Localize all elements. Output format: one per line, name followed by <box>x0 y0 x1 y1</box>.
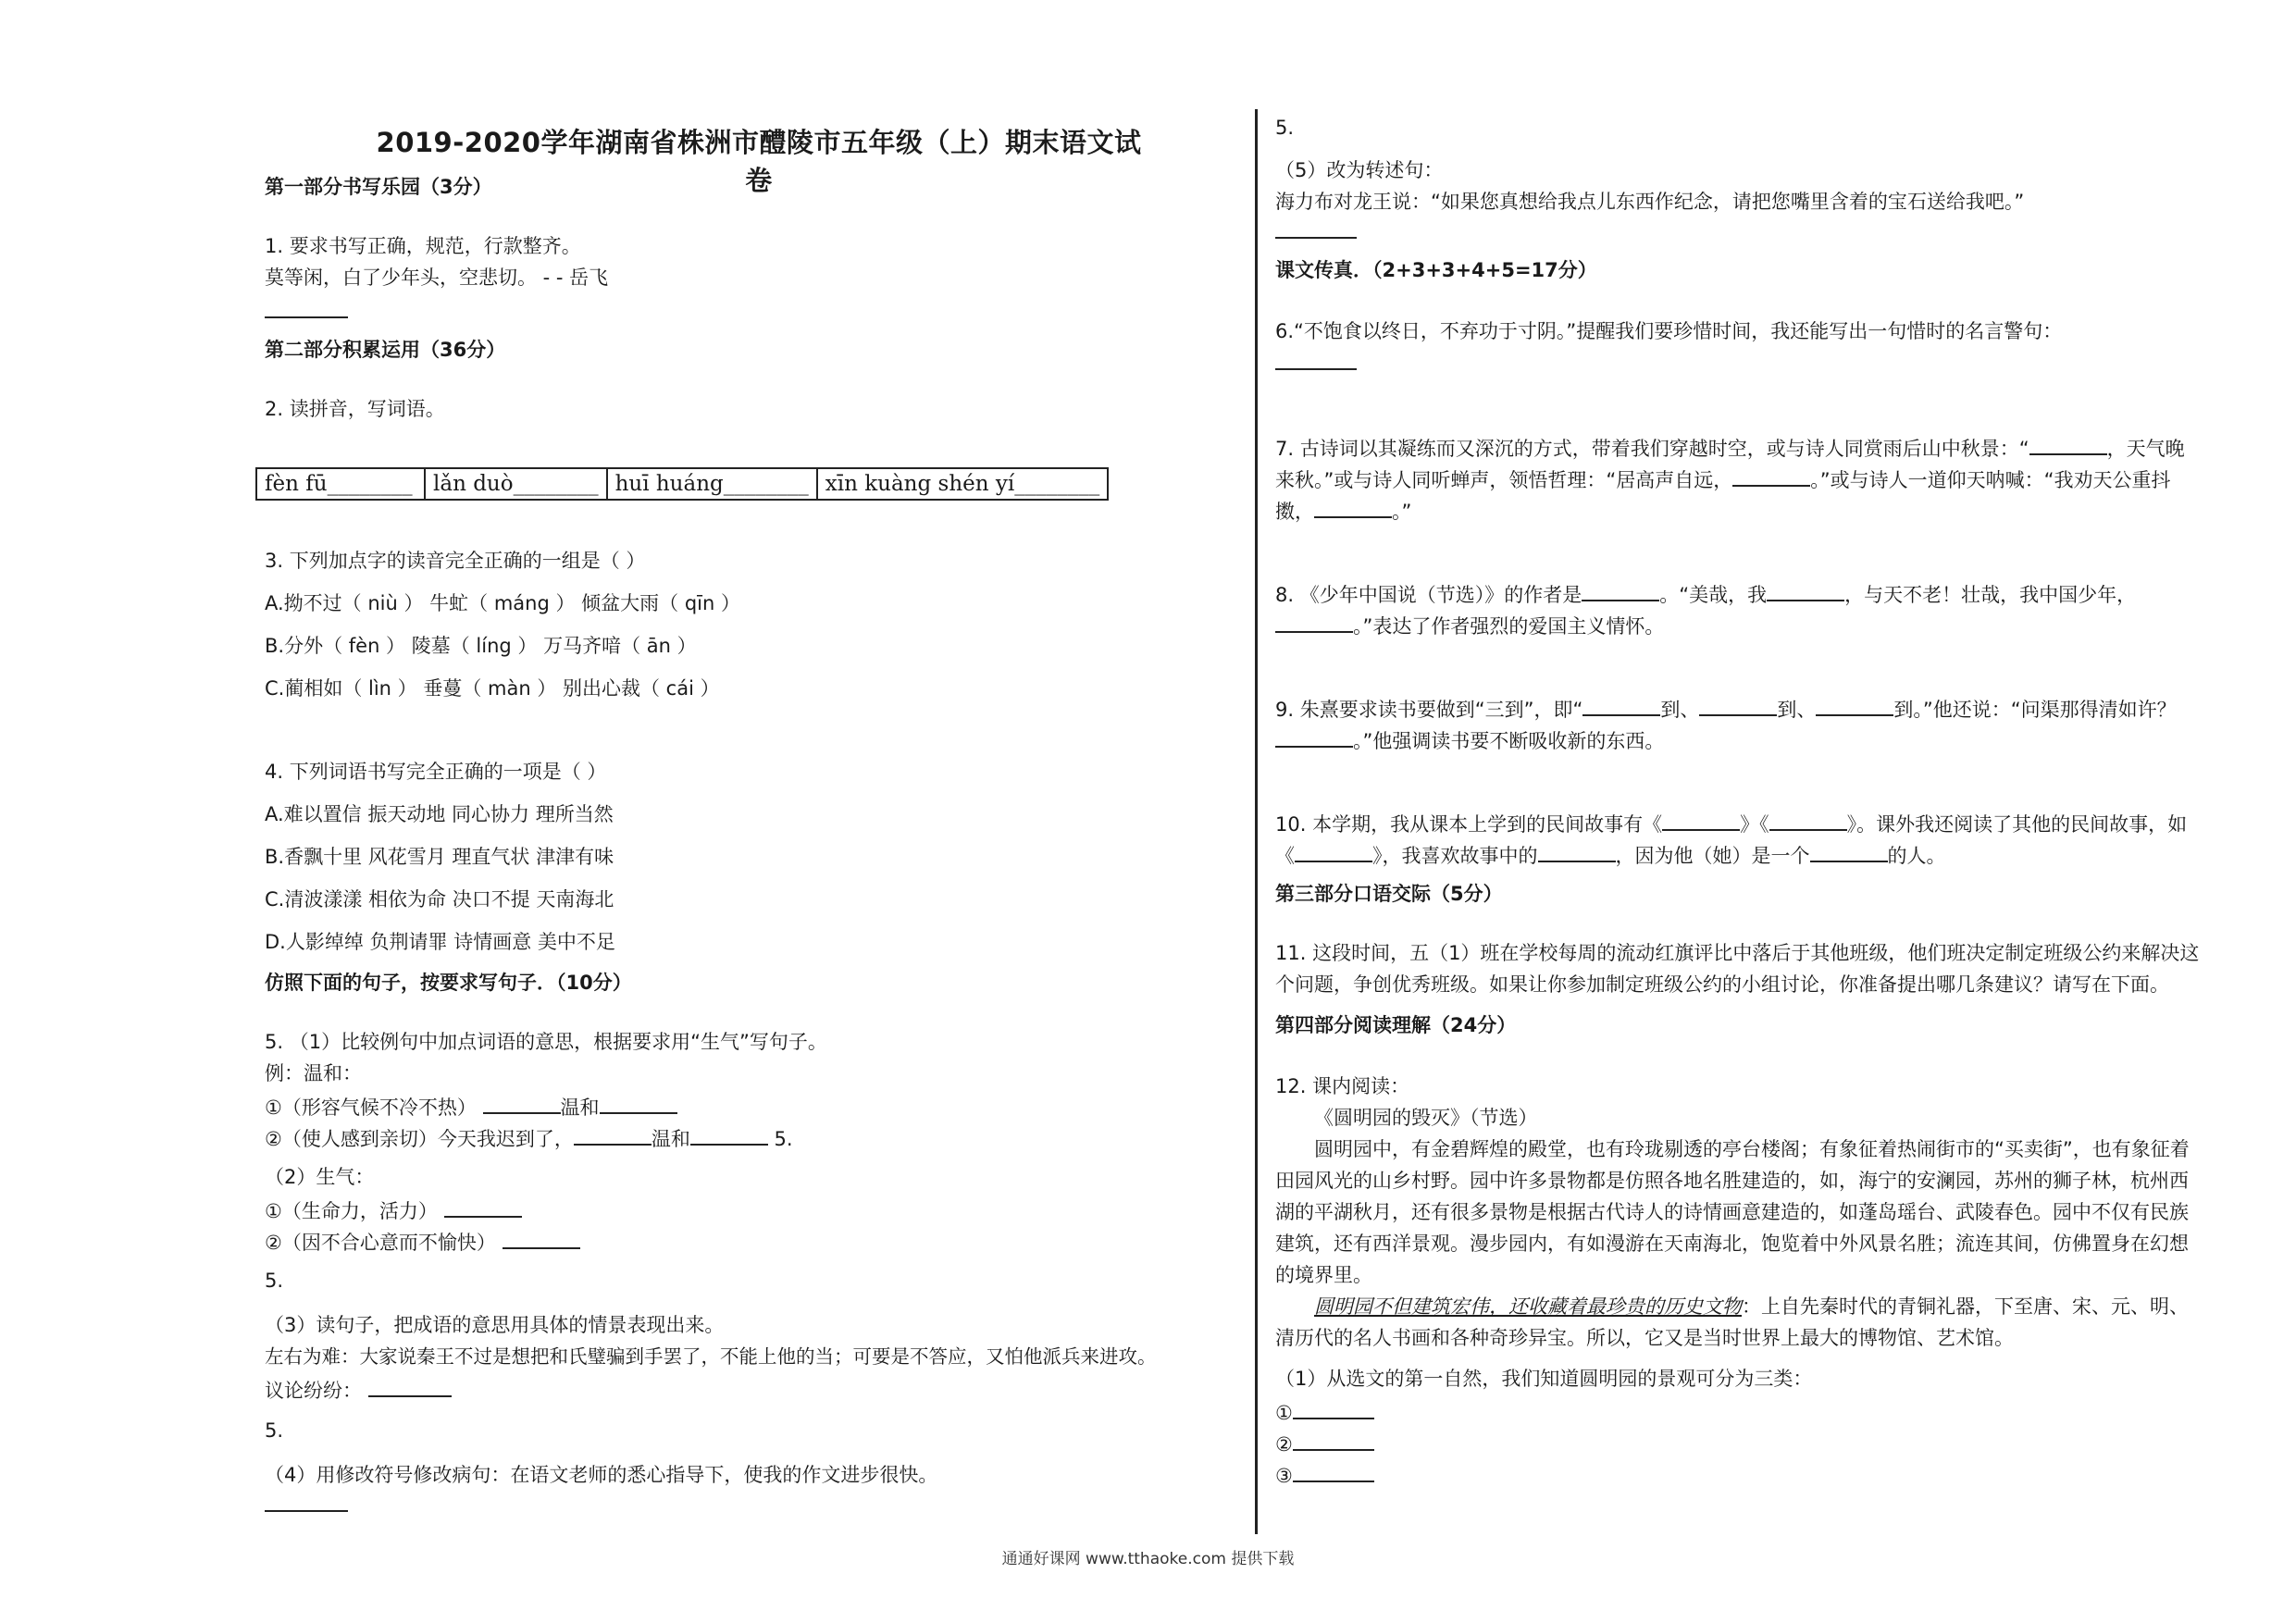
question-3-option-b[interactable]: B.分外（ fèn ） 陵墓（ líng ） 万马齐喑（ ān ） <box>265 635 697 657</box>
question-5-4: （4）用修改符号修改病句：在语文老师的悉心指导下，使我的作文进步很快。 <box>265 1464 938 1486</box>
section-text-heading: 课文传真．（2+3+3+4+5=17分） <box>1275 259 1597 281</box>
example-1-prefix: ①（形容气候不冷不热） <box>265 1096 477 1119</box>
answer-line-q6[interactable] <box>1275 368 1357 370</box>
passage-line: 清历代的名人书画和各种奇珍异宝。所以，它又是当时世界上最大的博物馆、艺术馆。 <box>1275 1327 2014 1349</box>
q10-text: 》。课外我还阅读了其他的民间故事，如 <box>1846 813 2188 836</box>
pinyin-cell[interactable]: lǎn duò________ <box>425 468 607 500</box>
pinyin-cell[interactable]: xīn kuàng shén yí________ <box>817 468 1108 500</box>
pinyin-cell[interactable]: huī huáng________ <box>607 468 817 500</box>
answer-blank[interactable] <box>1538 840 1616 862</box>
q9-text: 到。”他还说：“问渠那得清如许？ <box>1893 699 2177 721</box>
question-10-line-1 <box>1275 809 2187 837</box>
answer-blank[interactable] <box>1662 809 1740 831</box>
question-8-line-2 <box>1275 611 1664 639</box>
question-5-example: 例：温和： <box>265 1062 362 1084</box>
question-4: 4. 下列词语书写完全正确的一项是（ ） <box>265 761 607 783</box>
q10-text: 》，我喜欢故事中的 <box>1372 845 1538 867</box>
question-8-line-1 <box>1275 579 2136 608</box>
question-1-text: 莫等闲，白了少年头，空悲切。 - - 岳飞 <box>265 266 609 289</box>
column-divider <box>1255 109 1258 1534</box>
q7-text: 来秋。”或与诗人同听蝉声，领悟哲理：“居高声自远， <box>1275 469 1733 491</box>
item-a-text: ①（生命力，活力） <box>265 1200 438 1222</box>
question-4-option-b[interactable]: B.香飘十里 风花雪月 理直气状 津津有味 <box>265 846 614 868</box>
question-5-2-a <box>265 1196 522 1224</box>
passage-text: ：上自先秦时代的青铜礼器，下至唐、宋、元、明、 <box>1742 1295 2189 1318</box>
q9-text: 到、 <box>1660 699 1700 721</box>
question-7-line-3 <box>1275 496 1411 525</box>
question-5-3: （3）读句子，把成语的意思用具体的情景表现出来。 <box>265 1314 725 1336</box>
q7-text: 擞， <box>1275 501 1314 523</box>
question-5-example-2 <box>265 1123 793 1152</box>
question-3-option-c[interactable]: C.蔺相如（ lìn ） 垂蔓（ màn ） 别出心裁（ cái ） <box>265 677 720 700</box>
q9-text: 。”他强调读书要不断吸收新的东西。 <box>1353 730 1665 752</box>
passage-line: 田园风光的山乡村野。园中许多景物都是仿照各地名胜建造的，如，海宁的安澜园，苏州的狮子林，杭州西 <box>1275 1170 2189 1192</box>
section-1-heading: 第一部分书写乐园（3分） <box>265 176 492 198</box>
page-footer: 通通好课网 www.tthaoke.com 提供下载 <box>1001 1550 1295 1568</box>
question-5-5-text: 海力布对龙王说：“如果您真想给我点儿东西作纪念，请把您嘴里含着的宝石送给我吧。” <box>1275 191 2025 213</box>
question-5-3-text: 左右为难：大家说秦王不过是想把和氏璧骗到手罢了，不能上他的当；可要是不答应，又怕他派兵来进攻。 <box>265 1345 1157 1368</box>
item-b-text: ②（因不合心意而不愉快） <box>265 1232 496 1254</box>
question-12-1-a <box>1275 1397 1374 1426</box>
question-3: 3. 下列加点字的读音完全正确的一组是（ ） <box>265 550 646 572</box>
answer-blank[interactable] <box>1582 579 1659 601</box>
question-11-line-2: 个问题，争创优秀班级。如果让你参加制定班级公约的小组讨论，你准备提出哪几条建议？请写在下面。 <box>1275 973 2169 996</box>
question-5-2-b <box>265 1227 580 1256</box>
example-1-word: 温和 <box>560 1096 600 1119</box>
question-12-1-b <box>1275 1429 1374 1457</box>
answer-blank[interactable] <box>1816 694 1893 716</box>
question-12: 12. 课内阅读： <box>1275 1075 1410 1097</box>
passage-line: 的境界里。 <box>1275 1264 1372 1286</box>
q10-text: 》《 <box>1740 813 1769 836</box>
answer-line-q5-5[interactable] <box>1275 237 1357 239</box>
answer-blank[interactable] <box>2029 433 2107 455</box>
answer-blank[interactable] <box>574 1123 652 1146</box>
answer-blank[interactable] <box>1293 1460 1374 1482</box>
answer-blank[interactable] <box>503 1227 580 1249</box>
question-5-2: （2）生气： <box>265 1166 375 1188</box>
q7-text: 7. 古诗词以其凝练而又深沉的方式，带着我们穿越时空，或与诗人同赏雨后山中秋景：“ <box>1275 438 2029 460</box>
answer-blank[interactable] <box>1293 1429 1374 1451</box>
q10-text: ，因为他（她）是一个 <box>1615 845 1810 867</box>
idiom-label: 议论纷纷： <box>265 1380 362 1402</box>
question-5-4-number: 5. <box>265 1419 284 1442</box>
answer-blank[interactable] <box>1314 496 1392 518</box>
question-2: 2. 读拼音，写词语。 <box>265 398 445 420</box>
question-7-line-1 <box>1275 433 2185 462</box>
q8-text: ，与天不老！壮哉，我中国少年， <box>1844 584 2137 606</box>
answer-blank[interactable] <box>1293 1397 1374 1419</box>
q9-text: 到、 <box>1777 699 1817 721</box>
answer-blank[interactable] <box>1275 725 1353 748</box>
answer-blank[interactable] <box>1732 465 1810 487</box>
question-6: 6.“不饱食以终日，不弃功于寸阴。”提醒我们要珍惜时间，我还能写出一句惜时的名言警句： <box>1275 320 2063 342</box>
question-9-line-1 <box>1275 694 2177 723</box>
question-4-option-d[interactable]: D.人影绰绰 负荆请罪 诗情画意 美中不足 <box>265 931 615 953</box>
example-2-prefix: ②（使人感到亲切）今天我迟到了， <box>265 1128 574 1150</box>
q7-text: 。”或与诗人一道仰天呐喊：“我劝天公重抖 <box>1810 469 2171 491</box>
passage-line: 圆明园中，有金碧辉煌的殿堂，也有玲珑剔透的亭台楼阁；有象征着热闹街市的“买卖街”，也有象征着 <box>1314 1138 2190 1160</box>
answer-blank[interactable] <box>1767 579 1844 601</box>
question-9-line-2 <box>1275 725 1664 754</box>
answer-line-q5-4[interactable] <box>265 1510 348 1512</box>
answer-blank[interactable] <box>600 1092 677 1114</box>
q8-text: 。“美哉，我 <box>1659 584 1768 606</box>
question-12-1: （1）从选文的第一自然，我们知道圆明园的景观可分为三类： <box>1275 1368 1813 1390</box>
q10-text: 的人。 <box>1887 845 1946 867</box>
example-2-word: 温和 <box>651 1128 690 1150</box>
q8-text: 。”表达了作者强烈的爱国主义情怀。 <box>1353 615 1665 638</box>
question-11-line-1: 11. 这段时间，五（1）班在学校每周的流动红旗评比中落后于其他班级，他们班决定制定班级公约来解决这 <box>1275 942 2200 964</box>
pinyin-table <box>255 467 1109 501</box>
question-12-1-c <box>1275 1460 1374 1489</box>
passage-line: 湖的平湖秋月，还有很多景物是根据古代诗人的诗情画意建造的，如蓬岛瑶台、武陵春色。园中不仅有民族 <box>1275 1201 2189 1223</box>
q8-text: 8. 《少年中国说（节选）》的作者是 <box>1275 584 1582 606</box>
pinyin-cell[interactable]: fèn fū________ <box>256 468 425 500</box>
answer-blank[interactable] <box>368 1375 452 1397</box>
section-sentence-heading: 仿照下面的句子，按要求写句子．（10分） <box>265 972 632 994</box>
item-number: ② <box>1275 1433 1293 1456</box>
answer-blank[interactable] <box>444 1196 522 1218</box>
q10-text: 《 <box>1275 845 1295 867</box>
section-4-heading: 第四部分阅读理解（24分） <box>1275 1014 1517 1036</box>
underlined-sentence: 圆明园不但建筑宏伟，还收藏着最珍贵的历史文物 <box>1314 1295 1742 1318</box>
question-3-option-a[interactable]: A.拗不过（ niù ） 牛虻（ máng ） 倾盆大雨（ qīn ） <box>265 592 740 614</box>
passage-line: 建筑，还有西洋景观。漫步园内，有如漫游在天南海北，饱览着中外风景名胜；流连其间，仿佛置身在幻想 <box>1275 1233 2189 1255</box>
q9-text: 9. 朱熹要求读书要做到“三到”，即“ <box>1275 699 1583 721</box>
question-4-option-c[interactable]: C.清波漾漾 相依为命 决口不提 天南海北 <box>265 888 614 911</box>
question-4-option-a[interactable]: A.难以置信 振天动地 同心协力 理所当然 <box>265 803 614 825</box>
example-2-suffix: 5. <box>774 1128 793 1150</box>
answer-blank[interactable] <box>690 1123 768 1146</box>
answer-line-q1[interactable] <box>265 316 348 318</box>
q10-text: 10. 本学期，我从课本上学到的民间故事有《 <box>1275 813 1663 836</box>
question-1: 1. 要求书写正确，规范，行款整齐。 <box>265 235 581 257</box>
answer-blank[interactable] <box>483 1092 561 1114</box>
answer-blank[interactable] <box>1769 809 1847 831</box>
q7-text: ，天气晚 <box>2106 438 2185 460</box>
section-2-heading: 第二部分积累运用（36分） <box>265 339 506 361</box>
question-10-line-2 <box>1275 840 1946 869</box>
question-5-5: （5）改为转述句： <box>1275 159 1444 181</box>
passage-title: 《圆明园的毁灭》（节选） <box>1314 1107 1538 1129</box>
answer-blank[interactable] <box>1810 840 1888 862</box>
passage-line-underlined <box>1314 1294 2189 1319</box>
q7-text: 。” <box>1392 501 1412 523</box>
answer-blank[interactable] <box>1699 694 1777 716</box>
section-3-heading: 第三部分口语交际（5分） <box>1275 883 1503 905</box>
answer-blank[interactable] <box>1295 840 1372 862</box>
question-5-3-number: 5. <box>265 1270 284 1292</box>
question-5-1: 5. （1）比较例句中加点词语的意思，根据要求用“生气”写句子。 <box>265 1031 827 1053</box>
question-5-3-write <box>265 1375 452 1404</box>
question-5-example-1 <box>265 1092 677 1121</box>
answer-blank[interactable] <box>1582 694 1660 716</box>
item-number: ③ <box>1275 1465 1293 1487</box>
question-5-5-number: 5. <box>1275 117 1295 139</box>
question-7-line-2 <box>1275 465 2171 493</box>
answer-blank[interactable] <box>1275 611 1353 633</box>
item-number: ① <box>1275 1402 1293 1424</box>
page-title: 2019-2020学年湖南省株洲市醴陵市五年级（上）期末语文试卷 <box>376 127 1142 196</box>
